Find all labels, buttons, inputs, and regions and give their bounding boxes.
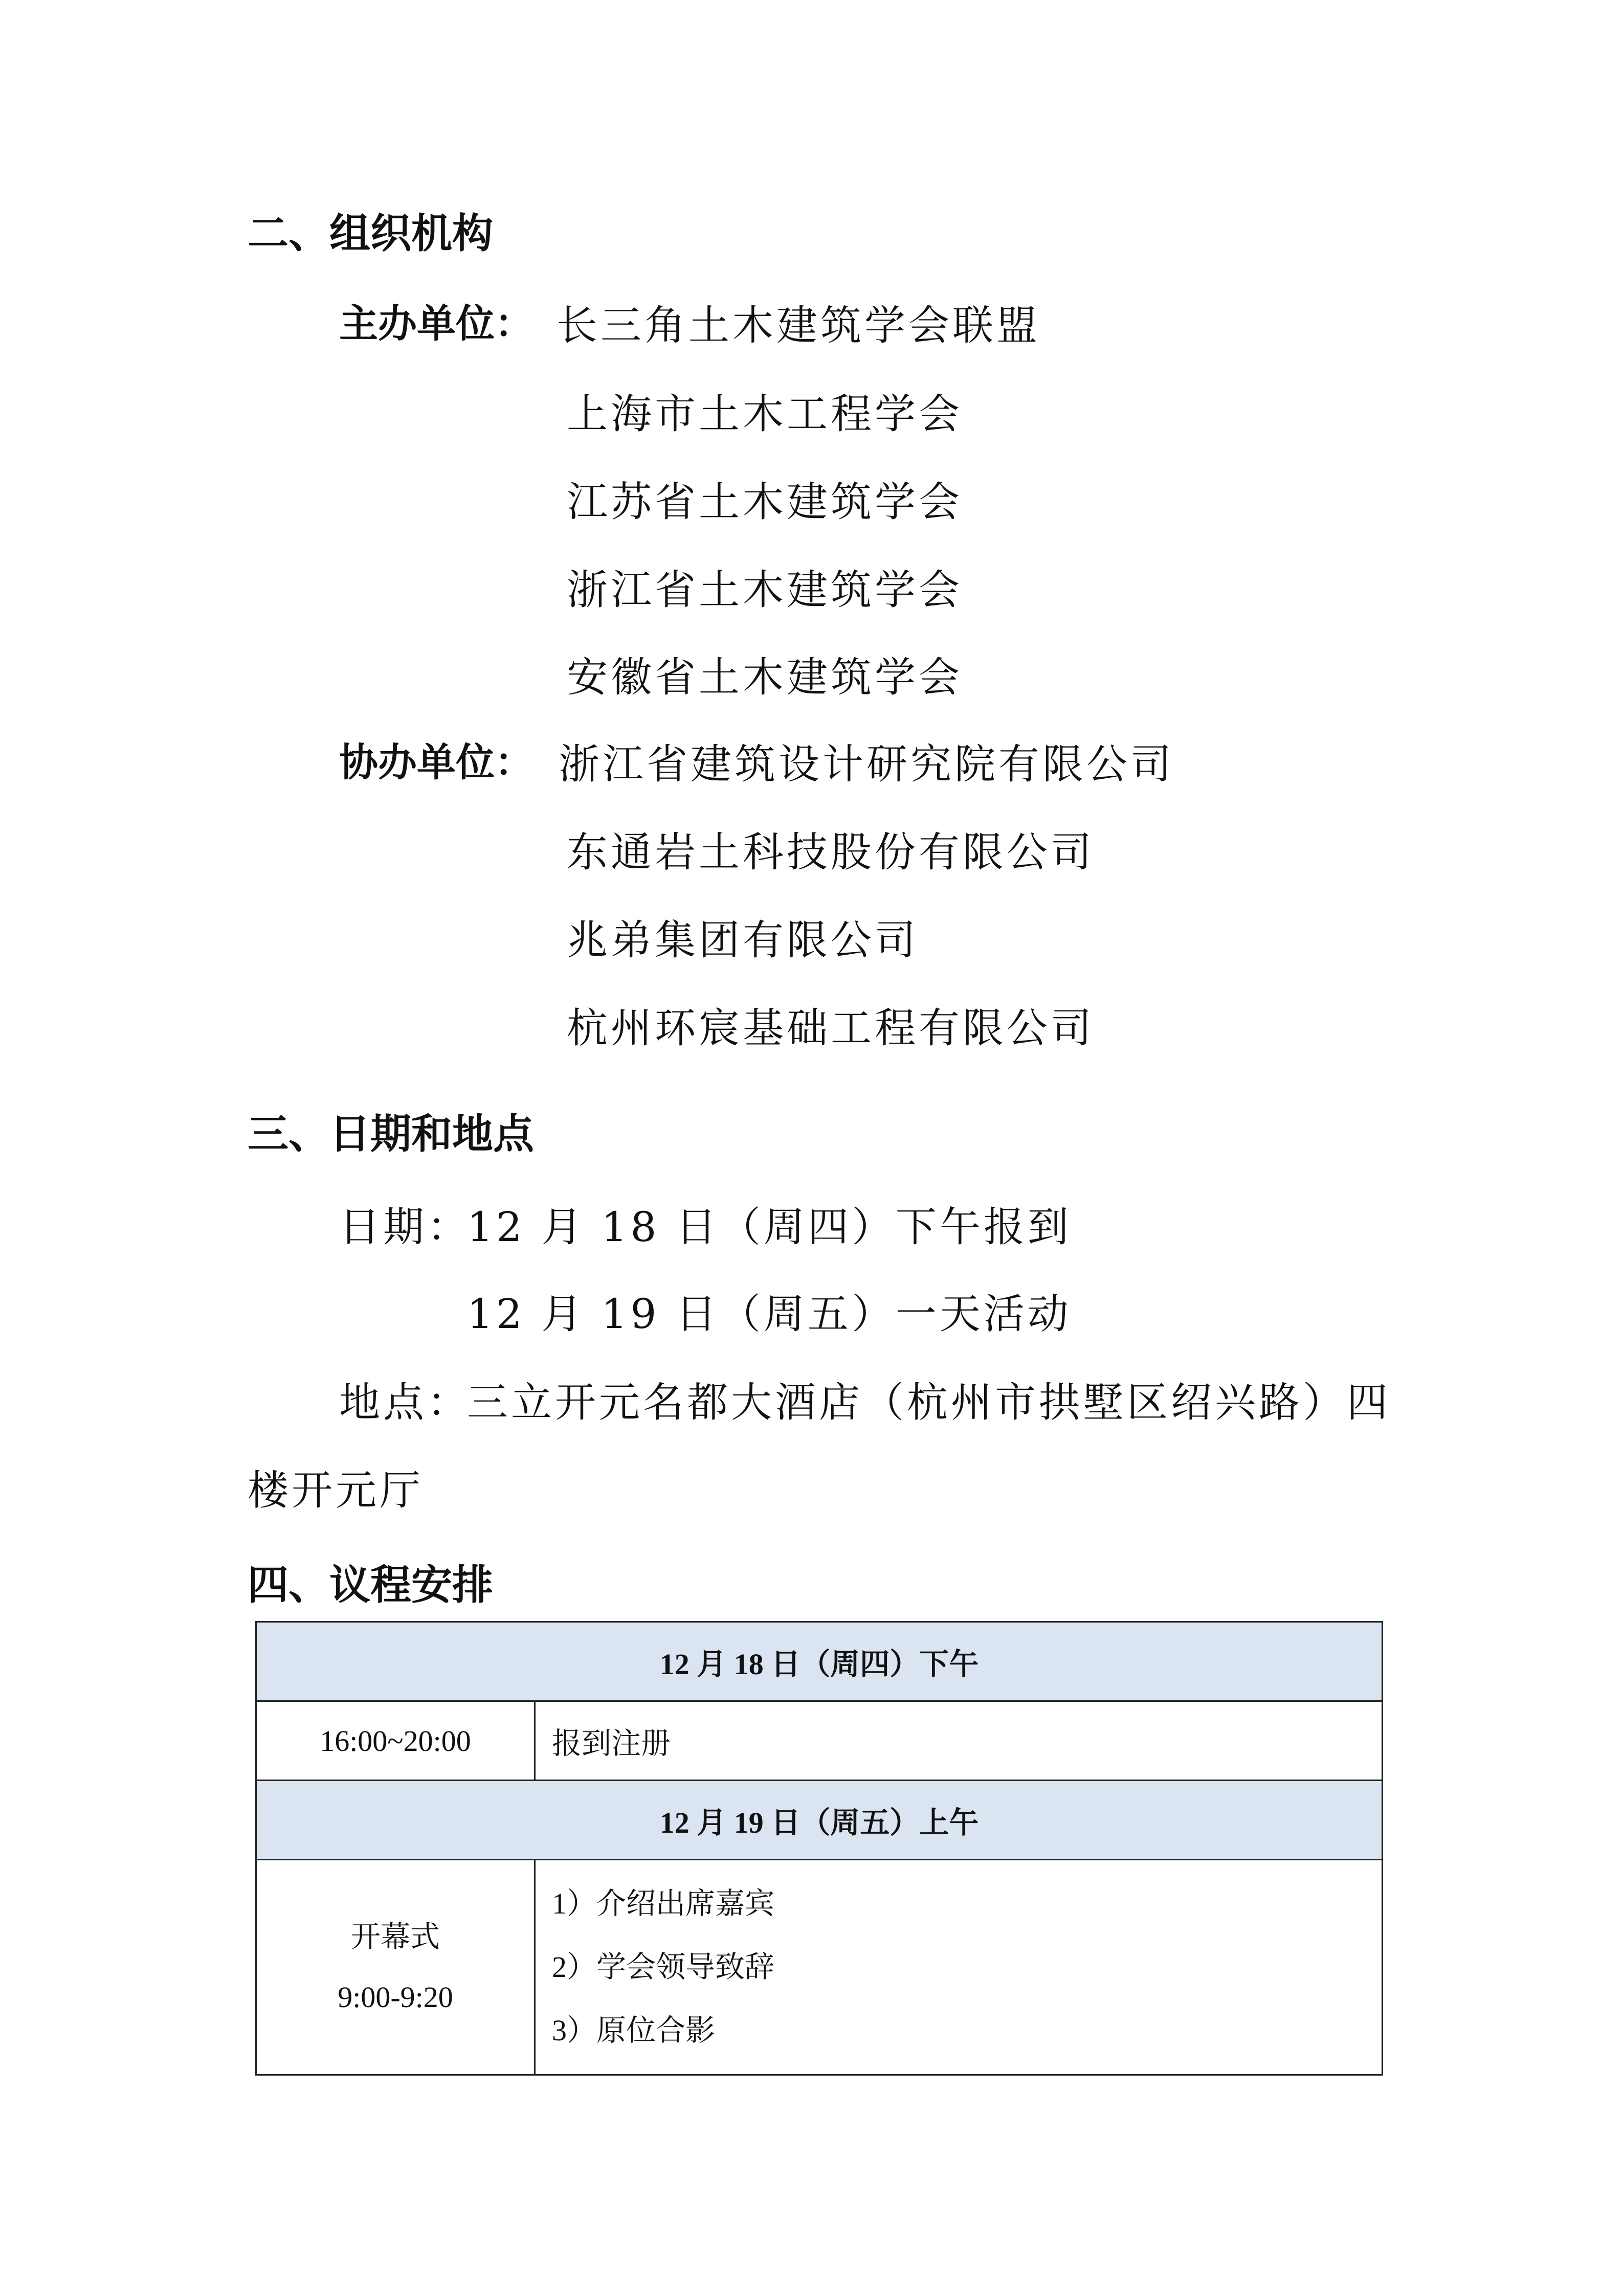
section-heading-agenda: 四、议程安排 [248, 1561, 493, 1609]
host-item: 江苏省土木建筑学会 [567, 478, 963, 526]
date-line: 12 月 19 日（周五）一天活动 [467, 1290, 1072, 1338]
section-heading-date-place: 三、日期和地点 [248, 1110, 534, 1158]
session-items-cell [535, 1860, 1383, 2075]
section-heading-organization: 二、组织机构 [248, 210, 493, 257]
list-item: 2）学会领导致辞 [552, 1950, 775, 1984]
host-item: 浙江省土木建筑学会 [567, 566, 963, 614]
day-header: 12 月 18 日（周四）下午 [256, 1622, 1383, 1701]
table-row [256, 1860, 1383, 2075]
host-item: 上海市土木工程学会 [567, 390, 963, 438]
list-item: 3）原位合影 [552, 2014, 716, 2047]
table-row [256, 1781, 1383, 1860]
co-organizer-item: 东通岩土科技股份有限公司 [567, 828, 1095, 876]
place-label: 地点： [339, 1379, 471, 1426]
co-organizer-item: 兆弟集团有限公司 [567, 916, 919, 964]
session-title: 开幕式 [350, 1920, 440, 1953]
day-header: 12 月 19 日（周五）上午 [256, 1781, 1383, 1860]
host-item: 安徽省土木建筑学会 [567, 654, 963, 701]
co-organizer-label: 协办单位： [339, 739, 533, 785]
session-time: 9:00-9:20 [338, 1980, 453, 2014]
date-line: 12 月 18 日（周四）下午报到 [467, 1203, 1072, 1251]
host-item: 长三角土木建筑学会联盟 [557, 302, 1040, 349]
session-cell [256, 1860, 535, 2075]
co-organizer-item: 杭州环宸基础工程有限公司 [567, 1004, 1095, 1052]
place-line: 三立开元名都大酒店（杭州市拱墅区绍兴路）四 [467, 1379, 1391, 1426]
table-row [256, 1622, 1383, 1701]
time-cell: 16:00~20:00 [256, 1701, 535, 1781]
list-item: 1）介绍出席嘉宾 [552, 1887, 775, 1920]
place-line: 楼开元厅 [248, 1467, 424, 1514]
table-row [256, 1701, 1383, 1781]
activity-cell: 报到注册 [535, 1701, 1383, 1781]
co-organizer-item: 浙江省建筑设计研究院有限公司 [559, 740, 1174, 788]
date-label: 日期： [339, 1203, 471, 1251]
host-label: 主办单位： [339, 301, 533, 346]
agenda-table [255, 1621, 1383, 2076]
